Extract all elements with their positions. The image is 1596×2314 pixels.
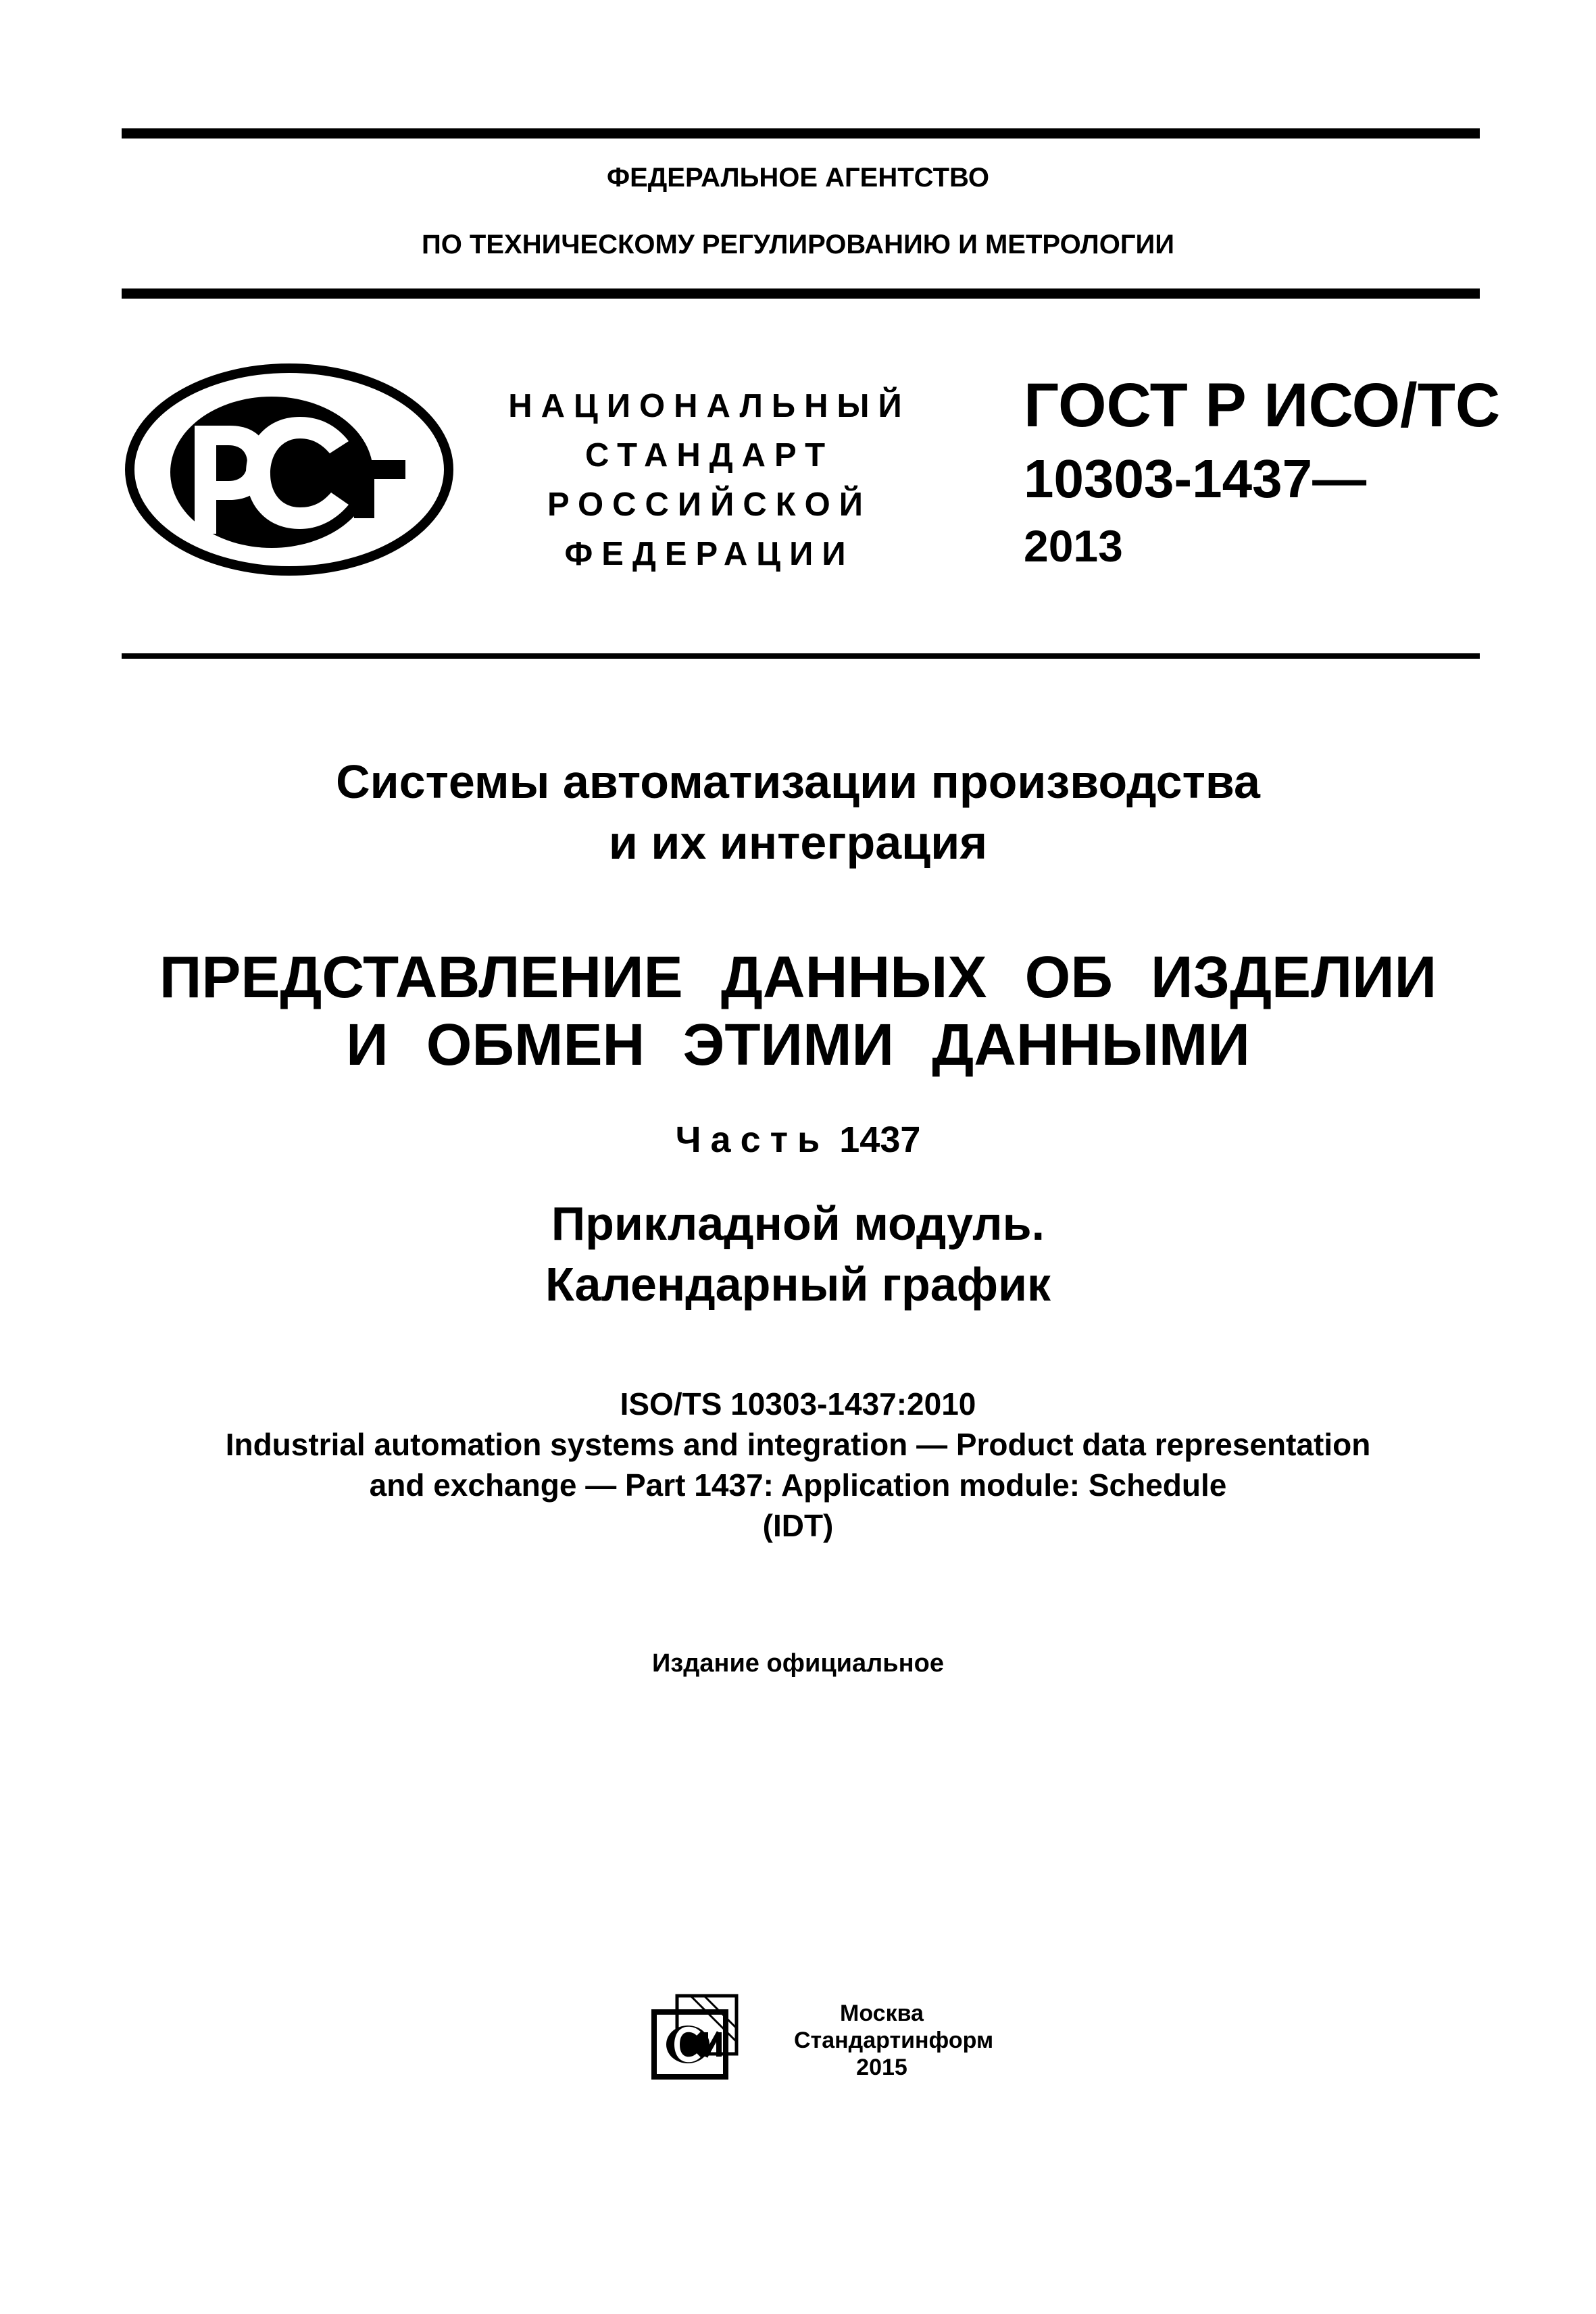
header-bottom-rule xyxy=(122,288,1480,299)
publisher-year: 2015 xyxy=(856,2055,907,2080)
main-title-line-2: И ОБМЕН ЭТИМИ ДАННЫМИ xyxy=(346,1012,1250,1078)
publisher-city: Москва xyxy=(840,2001,924,2026)
standartinform-logo-icon xyxy=(650,1993,745,2081)
subtitle-line-2: и их интеграция xyxy=(608,816,988,869)
agency-line-2: ПО ТЕХНИЧЕСКОМУ РЕГУЛИРОВАНИЮ И МЕТРОЛОГИИ xyxy=(421,230,1175,259)
part-label xyxy=(0,1119,1596,1161)
iso-title-line-1: Industrial automation systems and integration — Product data representation xyxy=(225,1427,1371,1462)
part-number: 1437 xyxy=(839,1120,921,1160)
national-standard-line-4: ФЕДЕРАЦИИ xyxy=(564,536,855,572)
subtitle-line-1: Системы автоматизации производства xyxy=(336,755,1260,808)
part-word: Часть xyxy=(675,1120,830,1160)
gost-designation-year: 2013 xyxy=(1024,521,1123,571)
main-title-line-1: ПРЕДСТАВЛЕНИЕ ДАННЫХ ОБ ИЗДЕЛИИ xyxy=(159,945,1437,1010)
national-standard-line-1: НАЦИОНАЛЬНЫЙ xyxy=(508,388,911,424)
publisher-block xyxy=(794,2000,994,2081)
module-title-line-2: Календарный график xyxy=(545,1258,1051,1311)
iso-equivalence: (IDT) xyxy=(762,1508,834,1543)
national-standard-line-3: РОССИЙСКОЙ xyxy=(547,486,872,523)
standard-block-bottom-rule xyxy=(122,653,1480,659)
gost-designation-line-2: 10303-1437— xyxy=(1024,449,1367,509)
module-title-line-1: Прикладной модуль. xyxy=(551,1197,1045,1250)
national-standard-line-2: СТАНДАРТ xyxy=(584,437,834,474)
publisher-name: Стандартинформ xyxy=(794,2028,994,2053)
agency-line-1: ФЕДЕРАЛЬНОЕ АГЕНТСТВО xyxy=(606,163,990,193)
edition-note: Издание официальное xyxy=(652,1649,944,1678)
iso-title-line-2: and exchange — Part 1437: Application module: Schedule xyxy=(369,1467,1227,1503)
national-standard-label xyxy=(487,382,932,579)
top-rule xyxy=(122,128,1480,139)
gost-designation-line-1: ГОСТ Р ИСО/ТС xyxy=(1024,371,1501,440)
rst-certification-mark-icon xyxy=(120,361,458,578)
iso-code: ISO/TS 10303-1437:2010 xyxy=(620,1386,976,1422)
